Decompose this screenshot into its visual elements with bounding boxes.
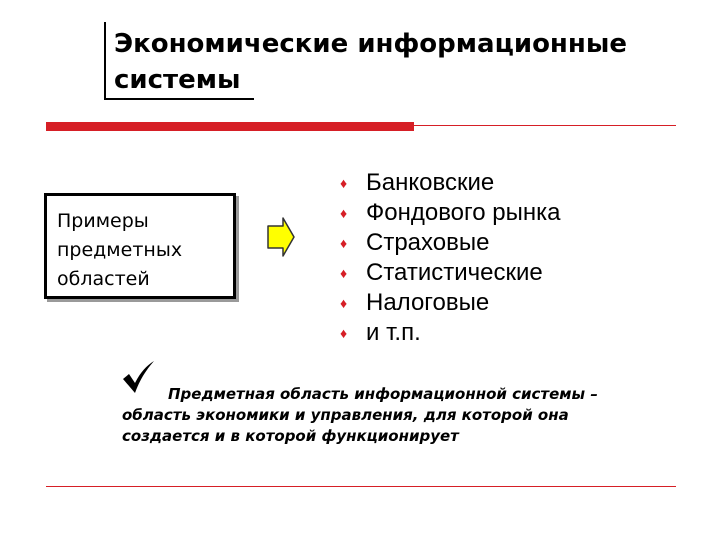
slide-title <box>114 26 694 98</box>
slide-title-line1: Экономические информационные <box>114 29 628 59</box>
diamond-bullet-icon: ♦ <box>340 175 348 191</box>
diamond-bullet-icon: ♦ <box>340 205 348 221</box>
list-item-label: Банковские <box>366 169 495 196</box>
red-divider-top <box>414 125 676 126</box>
list-item-label: Фондового рынка <box>366 199 561 226</box>
red-divider-bottom <box>46 486 676 487</box>
slide-title-line2: системы <box>114 65 241 95</box>
red-accent-bar <box>46 122 414 131</box>
diamond-bullet-icon: ♦ <box>340 265 348 281</box>
examples-line2: предметных <box>57 239 183 261</box>
list-item <box>340 288 561 318</box>
title-frame-vertical <box>104 22 106 100</box>
list-item-label: Статистические <box>366 259 543 286</box>
right-arrow-icon <box>266 216 296 258</box>
list-item <box>340 198 561 228</box>
list-item <box>340 168 561 198</box>
examples-text <box>57 207 237 294</box>
title-frame-horizontal <box>104 98 254 100</box>
diamond-bullet-icon: ♦ <box>340 325 348 341</box>
list-item-label: Налоговые <box>366 289 490 316</box>
list-item <box>340 318 561 348</box>
examples-box <box>44 193 236 299</box>
list-item <box>340 228 561 258</box>
diamond-bullet-icon: ♦ <box>340 295 348 311</box>
examples-line3: областей <box>57 268 150 290</box>
list-item <box>340 258 561 288</box>
list-item-label: и т.п. <box>366 319 421 346</box>
list-item-label: Страховые <box>366 229 490 256</box>
diamond-bullet-icon: ♦ <box>340 235 348 251</box>
domain-list <box>340 168 561 348</box>
examples-line1: Примеры <box>57 210 149 232</box>
definition-text: Предметная область информационной системы – область экономики и управления, для которой она создается и в которой функционирует <box>122 385 598 445</box>
